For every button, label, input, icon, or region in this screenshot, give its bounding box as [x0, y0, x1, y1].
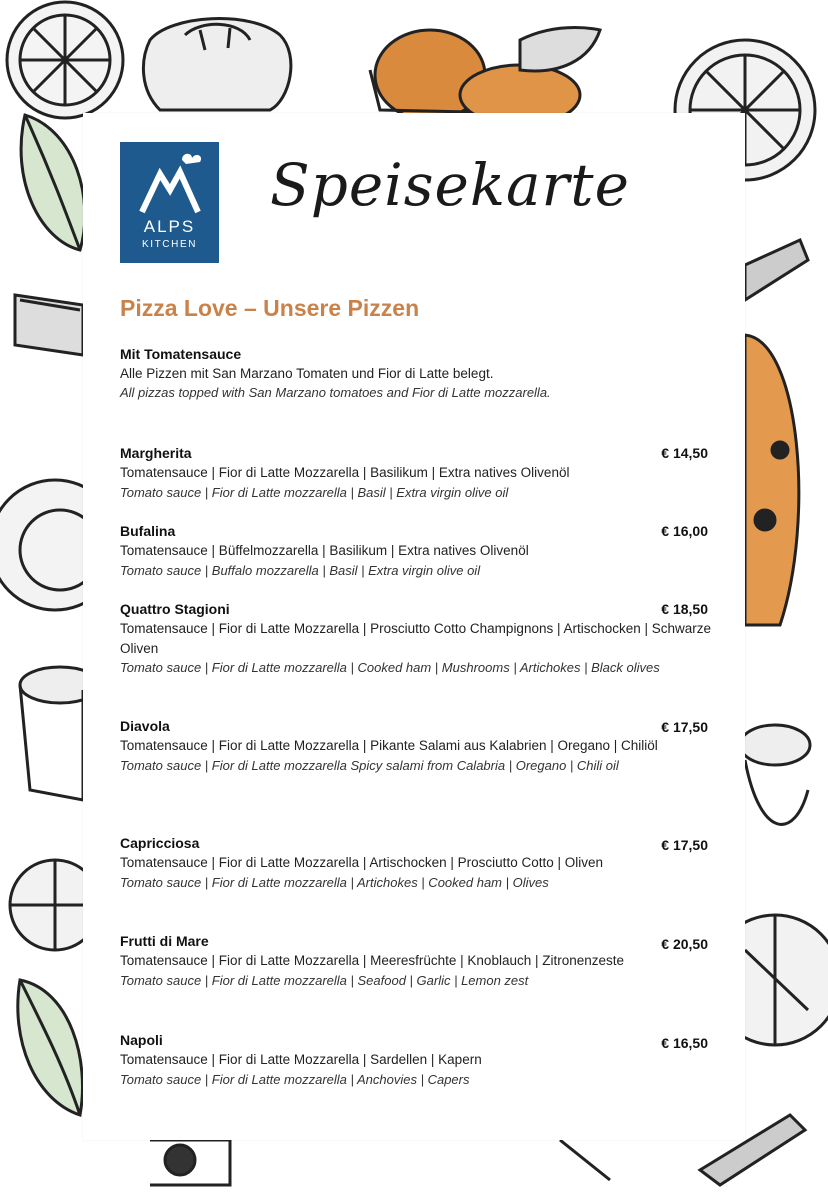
logo-sub: KITCHEN — [141, 239, 198, 250]
item-name: Margherita — [120, 445, 192, 461]
item-price: € 20,50 — [661, 936, 708, 952]
item-price: € 17,50 — [661, 719, 708, 735]
lemon-slice-icon — [7, 2, 123, 118]
menu-item — [120, 834, 715, 892]
item-description-de: Tomatensauce | Fior di Latte Mozzarella | Basilikum | Extra natives Olivenöl — [120, 465, 570, 480]
section-intro — [120, 346, 720, 402]
item-description-de: Tomatensauce | Fior di Latte Mozzarella | Sardellen | Kapern — [120, 1052, 482, 1067]
bread-icon — [15, 295, 83, 355]
basil-leaf-icon — [21, 115, 85, 250]
menu-item — [120, 444, 715, 502]
section-title: Pizza Love – Unsere Pizzen — [120, 295, 420, 321]
item-price: € 17,50 — [661, 837, 708, 853]
item-description-en: Tomato sauce | Buffalo mozzarella | Basil | Extra virgin olive oil — [120, 562, 481, 578]
intro-text-en: All pizzas topped with San Marzano tomatoes and Fior di Latte mozzarella. — [120, 385, 551, 400]
basil-leaf-icon — [18, 980, 83, 1115]
item-name: Frutti di Mare — [120, 933, 209, 949]
item-description-en: Tomato sauce | Fior di Latte mozzarella | Seafood | Garlic | Lemon zest — [120, 972, 529, 988]
menu-item — [120, 600, 715, 678]
bowl-icon — [740, 725, 810, 824]
item-description-en: Tomato sauce | Fior di Latte mozzarella | Cooked ham | Mushrooms | Artichokes | Black olives — [120, 660, 660, 675]
item-name: Quattro Stagioni — [120, 601, 230, 617]
alps-kitchen-logo — [120, 142, 219, 263]
item-description-en: Tomato sauce | Fior di Latte mozzarella | Anchovies | Capers — [120, 1071, 470, 1087]
item-description-de: Tomatensauce | Fior di Latte Mozzarella | Meeresfrüchte | Knoblauch | Zitronenzeste — [120, 953, 625, 968]
menu-card — [83, 113, 745, 1140]
menu-item — [120, 1031, 715, 1089]
menu-item — [120, 932, 715, 990]
item-price: € 16,00 — [661, 523, 708, 539]
item-description-en: Tomato sauce | Fior di Latte mozzarella Spicy salami from Calabria | Oregano | Chili oil — [120, 757, 619, 773]
item-description-de: Tomatensauce | Fior di Latte Mozzarella | Prosciutto Cotto Champignons | Artischocken | Schwarze Oliven — [120, 621, 712, 656]
intro-heading: Mit Tomatensauce — [120, 346, 242, 362]
intro-text-de: Alle Pizzen mit San Marzano Tomaten und Fior di Latte belegt. — [120, 366, 494, 381]
orange-icon — [370, 28, 600, 126]
item-description-en: Tomato sauce | Fior di Latte mozzarella | Basil | Extra virgin olive oil — [120, 484, 509, 500]
pizza-slice-icon — [745, 335, 799, 625]
item-price: € 14,50 — [661, 445, 708, 461]
item-description-de: Tomatensauce | Büffelmozzarella | Basilikum | Extra natives Olivenöl — [120, 543, 529, 558]
garlic-icon — [143, 19, 290, 110]
item-description-de: Tomatensauce | Fior di Latte Mozzarella | Pikante Salami aus Kalabrien | Oregano | Chiliöl — [120, 738, 658, 753]
item-description-en: Tomato sauce | Fior di Latte mozzarella | Artichokes | Cooked ham | Olives — [120, 874, 549, 890]
chef-hat-icon — [182, 154, 201, 164]
item-name: Napoli — [120, 1032, 163, 1048]
item-description-de: Tomatensauce | Fior di Latte Mozzarella | Artischocken | Prosciutto Cotto | Oliven — [120, 855, 603, 870]
page-title: Speisekarte — [270, 151, 630, 219]
knife-icon — [745, 240, 808, 300]
item-price: € 16,50 — [661, 1035, 708, 1051]
item-name: Diavola — [120, 718, 170, 734]
item-price: € 18,50 — [661, 601, 708, 617]
item-name: Bufalina — [120, 523, 176, 539]
item-name: Capricciosa — [120, 835, 200, 851]
menu-item — [120, 717, 715, 775]
menu-item — [120, 522, 715, 580]
logo-brand: ALPS — [143, 217, 196, 236]
